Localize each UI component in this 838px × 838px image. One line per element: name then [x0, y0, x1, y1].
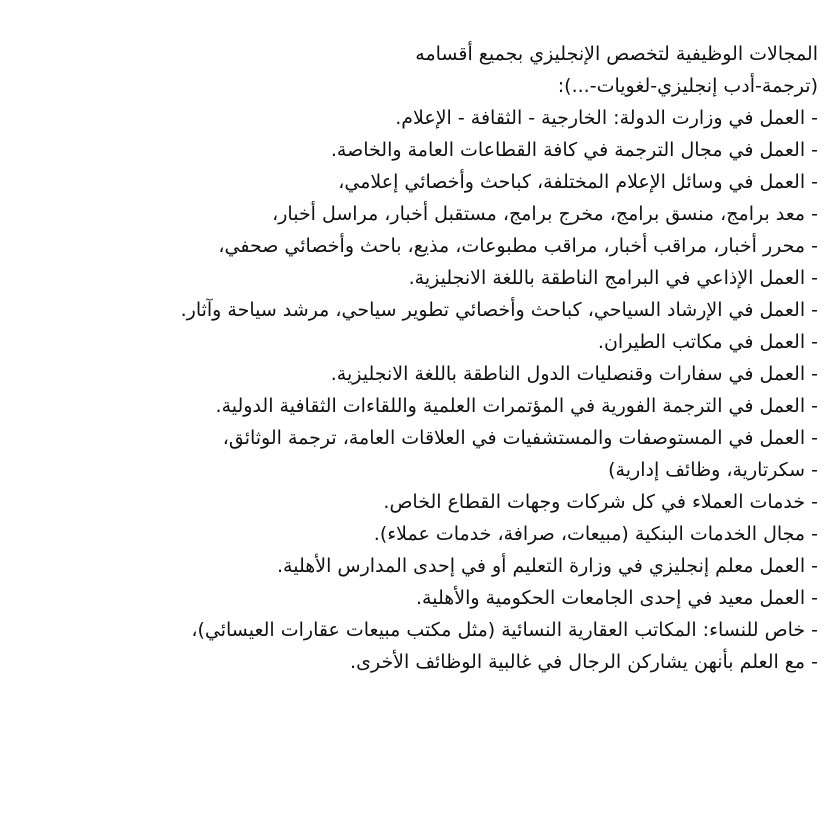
list-item: - مع العلم بأنهن يشاركن الرجال في غالبية الوظائف الأخرى.: [350, 651, 818, 673]
list-item: - العمل في المستوصفات والمستشفيات في العلاقات العامة، ترجمة الوثائق،: [222, 427, 818, 449]
list-item: - سكرتارية، وظائف إدارية): [608, 459, 818, 481]
list-item: - العمل الإذاعي في البرامج الناطقة باللغة الانجليزية.: [408, 267, 818, 289]
list-item: - مجال الخدمات البنكية (مبيعات، صرافة، خدمات عملاء).: [373, 523, 818, 545]
list-item: - خدمات العملاء في كل شركات وجهات القطاع الخاص.: [383, 491, 818, 513]
document-body: [4, 38, 818, 678]
list-item: - العمل في وزارت الدولة: الخارجية - الثقافة - الإعلام.: [395, 107, 818, 129]
list-item: - العمل معلم إنجليزي في وزارة التعليم أو في إحدى المدارس الأهلية.: [277, 555, 818, 577]
list-item: - العمل معيد في إحدى الجامعات الحكومية والأهلية.: [415, 587, 818, 609]
list-item: - العمل في مجال الترجمة في كافة القطاعات العامة والخاصة.: [330, 139, 818, 161]
subtitle-line: (ترجمة-أدب إنجليزي-لغويات-...):: [557, 75, 818, 97]
list-item: - العمل في سفارات وقنصليات الدول الناطقة باللغة الانجليزية.: [330, 363, 818, 385]
list-item: - العمل في الترجمة الفورية في المؤتمرات العلمية واللقاءات الثقافية الدولية.: [215, 395, 818, 417]
title-line: المجالات الوظيفية لتخصص الإنجليزي بجميع أقسامه: [415, 43, 818, 65]
list-item: - خاص للنساء: المكاتب العقارية النسائية (مثل مكتب مبيعات عقارات العيسائي)،: [191, 619, 818, 641]
list-item: - محرر أخبار، مراقب أخبار، مراقب مطبوعات، مذيع، باحث وأخصائي صحفي،: [218, 235, 818, 257]
list-item: - العمل في الإرشاد السياحي، كباحث وأخصائي تطوير سياحي، مرشد سياحة وآثار.: [180, 299, 818, 321]
list-item: - العمل في مكاتب الطيران.: [597, 331, 818, 353]
list-item: - معد برامج، منسق برامج، مخرج برامج، مستقبل أخبار، مراسل أخبار،: [272, 203, 818, 225]
list-item: - العمل في وسائل الإعلام المختلفة، كباحث وأخصائي إعلامي،: [338, 171, 818, 193]
